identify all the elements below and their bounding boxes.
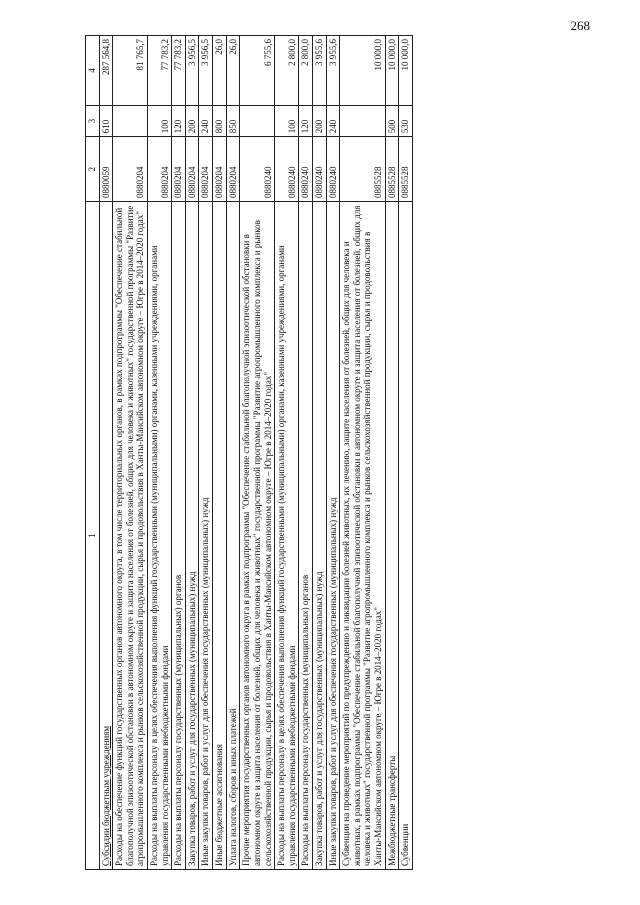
row-sum: 287 564,8 xyxy=(99,36,113,106)
header-cell-code: 2 xyxy=(86,137,100,202)
row-name: Субвенции xyxy=(399,202,413,870)
row-vr: 850 xyxy=(226,106,240,137)
table-row xyxy=(312,36,326,870)
row-vr: 800 xyxy=(213,106,227,137)
row-code: 0880204 xyxy=(148,137,172,202)
row-sum: 2 800,0 xyxy=(275,36,299,106)
row-code: 0885528 xyxy=(340,137,385,202)
row-vr: 240 xyxy=(199,106,213,137)
row-sum: 3 956,5 xyxy=(185,36,199,106)
row-name: Закупка товаров, работ и услуг для государственных (муниципальных) нужд xyxy=(312,202,326,870)
row-code: 0880204 xyxy=(113,137,148,202)
table-row xyxy=(199,36,213,870)
row-vr: 100 xyxy=(148,106,172,137)
row-vr xyxy=(340,106,385,137)
rotated-table-frame xyxy=(85,35,605,870)
row-sum: 26,0 xyxy=(213,36,227,106)
row-name: Прочие мероприятия государственных органов автономного округа в рамках подпрограммы "Обеспечение стабильной благополучной эпизоотической обстановки в автономном округе и защита населения от болезней, общих для человека и животных" государственной программы "Развитие агропромышленного комплекса и рынков сельскохозяйственной продукции, сырья и продовольствия в Ханты-Мансийском автономном округе – Югре в 2014–2020 годах" xyxy=(240,202,275,870)
table-row xyxy=(185,36,199,870)
row-code: 0880240 xyxy=(240,137,275,202)
row-name: Иные бюджетные ассигнования xyxy=(213,202,227,870)
row-name: Расходы на выплаты персоналу в целях обеспечения выполнения функций государственными (муниципальными) органами, казенными учреждениями, органами управления государственными внебюджетными фондами xyxy=(148,202,172,870)
table-row xyxy=(226,36,240,870)
row-sum: 10 000,0 xyxy=(385,36,399,106)
row-code: 0880240 xyxy=(275,137,299,202)
table-row xyxy=(172,36,186,870)
row-sum: 2 800,0 xyxy=(299,36,313,106)
header-cell-sum: 4 xyxy=(86,36,100,106)
row-code: 0880204 xyxy=(185,137,199,202)
row-sum: 3 956,5 xyxy=(199,36,213,106)
table-row xyxy=(299,36,313,870)
row-vr: 610 xyxy=(99,106,113,137)
row-vr: 200 xyxy=(312,106,326,137)
row-vr xyxy=(240,106,275,137)
header-row xyxy=(86,36,100,870)
row-sum: 77 783,2 xyxy=(172,36,186,106)
row-vr xyxy=(113,106,148,137)
row-code: 0880204 xyxy=(172,137,186,202)
row-name: Расходы на выплаты персоналу государственных (муниципальных) органов xyxy=(172,202,186,870)
row-sum: 10 000,0 xyxy=(340,36,385,106)
row-code: 0885528 xyxy=(399,137,413,202)
row-code: 0880204 xyxy=(226,137,240,202)
table-row xyxy=(240,36,275,870)
row-sum: 3 955,6 xyxy=(312,36,326,106)
row-name: Уплата налогов, сборов и иных платежей xyxy=(226,202,240,870)
row-name: Субсидии бюджетным учреждениям xyxy=(99,202,113,870)
table-row xyxy=(213,36,227,870)
row-code: 0880204 xyxy=(213,137,227,202)
row-name: Расходы на обеспечение функций государственных органов автономного округа, в том числе территориальных органов, в рамках подпрограммы "Обеспечение стабильной благополучной эпизоотической обстановки в автономном округе и защита населения от болезней, общих для человека и животных" государственной программы "Развитие агропромышленного комплекса и рынков сельскохозяйственной продукции, сырья и продовольствия в Ханты-Мансийском автономном округе – Югре в 2014–2020 годах" xyxy=(113,202,148,870)
row-sum: 3 955,6 xyxy=(326,36,340,106)
row-sum: 77 783,2 xyxy=(148,36,172,106)
table-row xyxy=(385,36,399,870)
table-row xyxy=(326,36,340,870)
table-row xyxy=(99,36,113,870)
header-cell-name: 1 xyxy=(86,202,100,870)
row-name: Закупка товаров, работ и услуг для государственных (муниципальных) нужд xyxy=(185,202,199,870)
row-vr: 100 xyxy=(275,106,299,137)
table-row xyxy=(113,36,148,870)
header-cell-vr: 3 xyxy=(86,106,100,137)
row-code: 0885528 xyxy=(385,137,399,202)
row-sum: 6 755,6 xyxy=(240,36,275,106)
row-vr: 200 xyxy=(185,106,199,137)
table-row xyxy=(275,36,299,870)
table-row xyxy=(399,36,413,870)
page-number: 268 xyxy=(570,18,590,33)
row-vr: 240 xyxy=(326,106,340,137)
row-code: 0880240 xyxy=(326,137,340,202)
row-vr: 120 xyxy=(299,106,313,137)
budget-table xyxy=(85,35,413,870)
row-code: 0880240 xyxy=(299,137,313,202)
table-row xyxy=(148,36,172,870)
row-vr: 120 xyxy=(172,106,186,137)
row-sum: 81 765,7 xyxy=(113,36,148,106)
row-vr: 530 xyxy=(399,106,413,137)
row-name: Межбюджетные трансферты xyxy=(385,202,399,870)
table-row xyxy=(340,36,385,870)
table-container xyxy=(85,35,605,870)
row-name: Расходы на выплаты персоналу в целях обеспечения выполнения функций государственными (муниципальными) органами, казенными учреждениями, органами управления государственными внебюджетными фондами xyxy=(275,202,299,870)
row-code: 0880204 xyxy=(199,137,213,202)
row-code: 0880240 xyxy=(312,137,326,202)
row-vr: 500 xyxy=(385,106,399,137)
row-name: Расходы на выплаты персоналу государственных (муниципальных) органов xyxy=(299,202,313,870)
row-name: Иные закупки товаров, работ и услуг для обеспечения государственных (муниципальных) нужд xyxy=(326,202,340,870)
row-code: 0880059 xyxy=(99,137,113,202)
row-sum: 10 000,0 xyxy=(399,36,413,106)
row-name: Иные закупки товаров, работ и услуг для обеспечения государственных (муниципальных) нужд xyxy=(199,202,213,870)
row-name: Субвенции на проведение мероприятий по предупреждению и ликвидации болезней животных, их лечению, защите населения от болезней, общих для человека и животных, в рамках подпрограммы "Обеспечение стабильной благополучной эпизоотической обстановки в автономном округе и защита населения от болезней, общих для человека и животных" государственной программы "Развитие агропромышленного комплекса и рынков сельскохозяйственной продукции, сырья и продовольствия в Ханты-Мансийском автономном округе – Югре в 2014–2020 годах" xyxy=(340,202,385,870)
row-sum: 26,0 xyxy=(226,36,240,106)
